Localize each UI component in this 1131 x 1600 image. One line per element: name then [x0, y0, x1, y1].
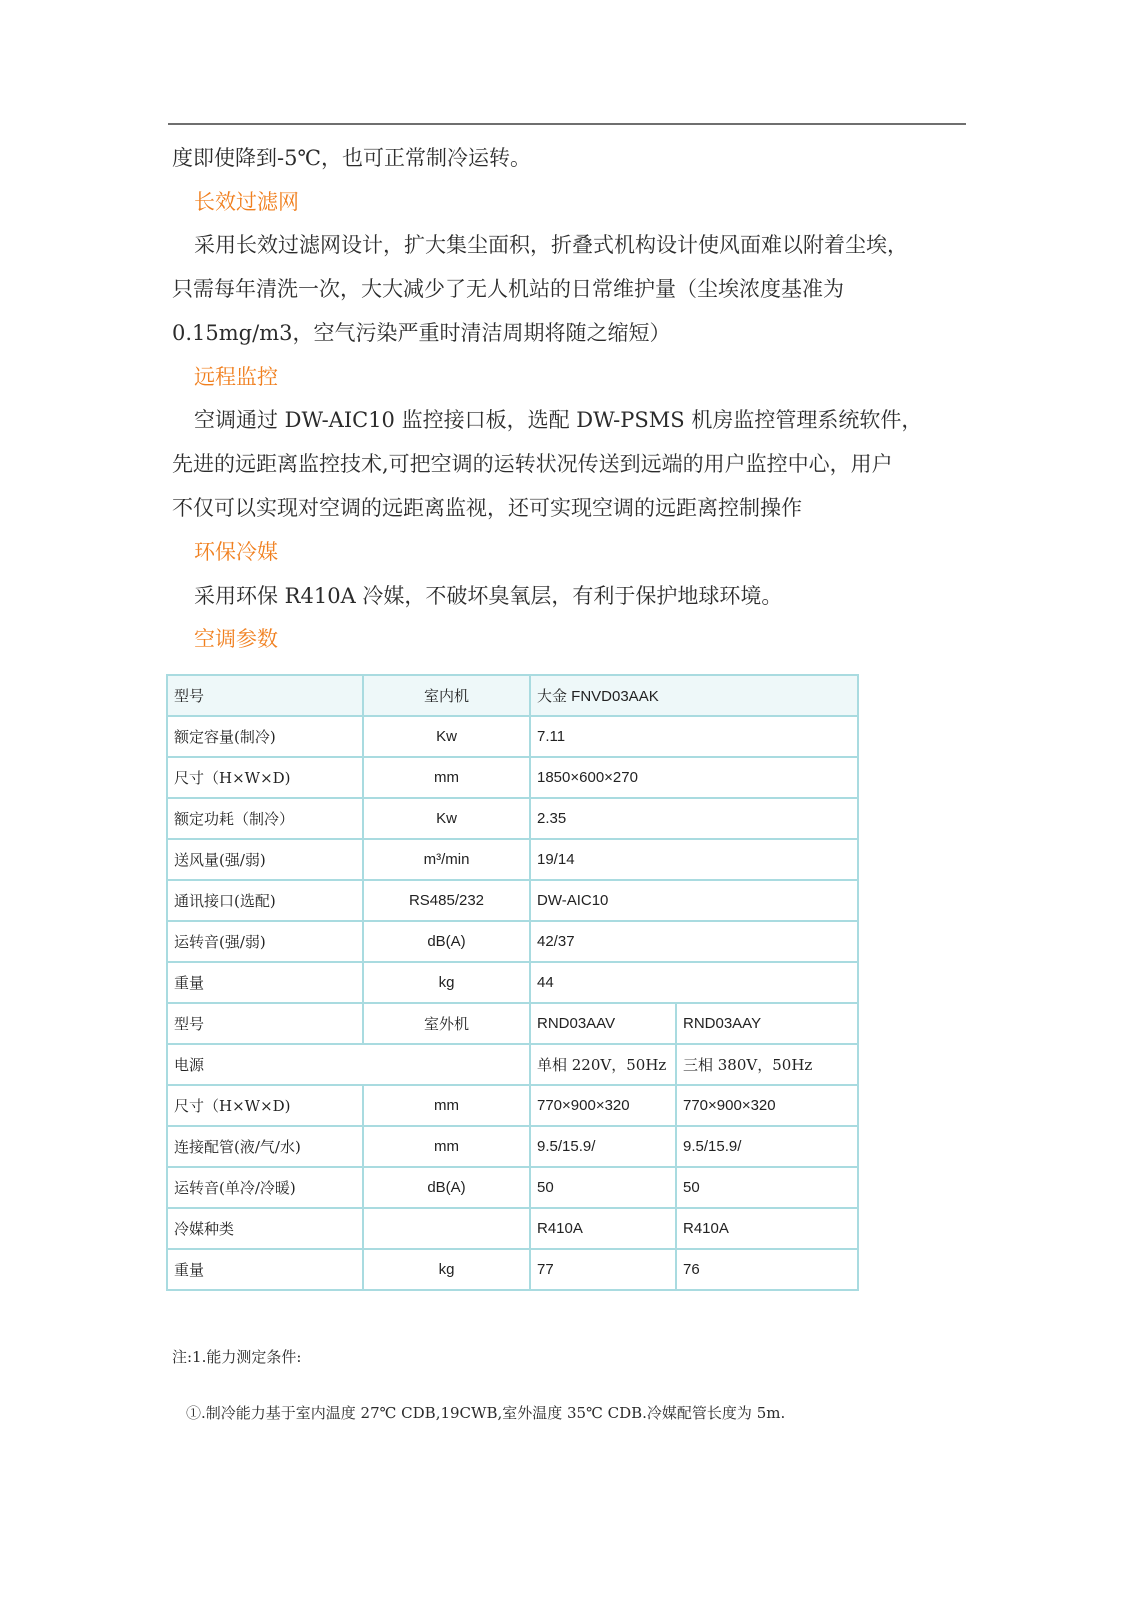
- cell-value: 大金 FNVD03AAK: [530, 675, 858, 716]
- note-text: ①.制冷能力基于室内温度 27℃ CDB,19CWB,室外温度 35℃ CDB.冷媒配管长度为 5m.: [186, 1404, 786, 1422]
- paragraph-line: 度即使降到-5℃，也可正常制冷运转。: [172, 146, 531, 170]
- cell-unit: kg: [363, 962, 530, 1003]
- cell-value: DW-AIC10: [530, 880, 858, 921]
- cell-value: 770×900×320: [530, 1085, 676, 1126]
- table-row: [167, 1085, 858, 1126]
- cell-value: RND03AAV: [530, 1003, 676, 1044]
- paragraph-line: 采用长效过滤网设计，扩大集尘面积，折叠式机构设计使风面难以附着尘埃，: [194, 233, 908, 257]
- table-row: [167, 962, 858, 1003]
- cell-label: 额定功耗（制冷）: [167, 798, 363, 839]
- table-row: [167, 1003, 858, 1044]
- cell-label: 运转音(单冷/冷暖): [167, 1167, 363, 1208]
- cell-label: 型号: [167, 675, 363, 716]
- table-row: [167, 1167, 858, 1208]
- paragraph-line: 空调通过 DW-AIC10 监控接口板，选配 DW-PSMS 机房监控管理系统软件，: [194, 408, 923, 432]
- cell-value: 9.5/15.9/: [530, 1126, 676, 1167]
- section-heading-filter: 长效过滤网: [194, 190, 299, 214]
- section-heading-refrigerant: 环保冷媒: [194, 540, 278, 564]
- cell-label: 送风量(强/弱): [167, 839, 363, 880]
- cell-label: 重量: [167, 962, 363, 1003]
- cell-value: 7.11: [530, 716, 858, 757]
- cell-label: 通讯接口(选配): [167, 880, 363, 921]
- table-row: [167, 757, 858, 798]
- cell-label: 型号: [167, 1003, 363, 1044]
- cell-label: 尺寸（H×W×D): [167, 757, 363, 798]
- cell-unit: [363, 1208, 530, 1249]
- cell-unit: mm: [363, 1126, 530, 1167]
- cell-unit: kg: [363, 1249, 530, 1290]
- cell-unit: 室外机: [363, 1003, 530, 1044]
- cell-unit: dB(A): [363, 1167, 530, 1208]
- cell-value: 77: [530, 1249, 676, 1290]
- table-row: [167, 675, 858, 716]
- paragraph-line: 先进的远距离监控技术,可把空调的运转状况传送到远端的用户监控中心，用户: [172, 452, 893, 476]
- cell-value: 三相 380V，50Hz: [676, 1044, 858, 1085]
- cell-value: 76: [676, 1249, 858, 1290]
- paragraph-line: 不仅可以实现对空调的远距离监视，还可实现空调的远距离控制操作: [172, 496, 802, 520]
- cell-unit: mm: [363, 1085, 530, 1126]
- cell-unit: mm: [363, 757, 530, 798]
- cell-value: 2.35: [530, 798, 858, 839]
- cell-unit: m³/min: [363, 839, 530, 880]
- table-row: [167, 1249, 858, 1290]
- paragraph-line: 0.15mg/m3，空气污染严重时清洁周期将随之缩短）: [172, 321, 671, 345]
- section-heading-parameters: 空调参数: [194, 627, 278, 651]
- cell-value: 1850×600×270: [530, 757, 858, 798]
- table-row: [167, 716, 858, 757]
- cell-label: 尺寸（H×W×D): [167, 1085, 363, 1126]
- cell-unit: dB(A): [363, 921, 530, 962]
- cell-unit: Kw: [363, 716, 530, 757]
- table-row: [167, 921, 858, 962]
- spec-table: [166, 674, 859, 1291]
- table-row: [167, 1208, 858, 1249]
- cell-unit: RS485/232: [363, 880, 530, 921]
- cell-label: 连接配管(液/气/水): [167, 1126, 363, 1167]
- cell-unit: Kw: [363, 798, 530, 839]
- cell-label: 冷媒种类: [167, 1208, 363, 1249]
- cell-label: 重量: [167, 1249, 363, 1290]
- paragraph-line: 采用环保 R410A 冷媒，不破坏臭氧层，有利于保护地球环境。: [194, 584, 783, 608]
- section-heading-monitoring: 远程监控: [194, 365, 278, 389]
- table-row: [167, 839, 858, 880]
- header-rule: [168, 123, 966, 125]
- cell-value: 19/14: [530, 839, 858, 880]
- cell-label: 运转音(强/弱): [167, 921, 363, 962]
- cell-value: 770×900×320: [676, 1085, 858, 1126]
- table-row: [167, 1126, 858, 1167]
- cell-value: 9.5/15.9/: [676, 1126, 858, 1167]
- cell-value: RND03AAY: [676, 1003, 858, 1044]
- cell-value: 50: [676, 1167, 858, 1208]
- cell-value: 42/37: [530, 921, 858, 962]
- note-heading: 注:1.能力测定条件:: [172, 1348, 302, 1366]
- cell-label: 额定容量(制冷): [167, 716, 363, 757]
- cell-value: 50: [530, 1167, 676, 1208]
- table-row: [167, 1044, 858, 1085]
- paragraph-line: 只需每年清洗一次，大大减少了无人机站的日常维护量（尘埃浓度基准为: [172, 277, 844, 301]
- cell-unit: 室内机: [363, 675, 530, 716]
- cell-label: 电源: [167, 1044, 530, 1085]
- cell-value: R410A: [676, 1208, 858, 1249]
- table-row: [167, 880, 858, 921]
- cell-value: 44: [530, 962, 858, 1003]
- cell-value: R410A: [530, 1208, 676, 1249]
- table-row: [167, 798, 858, 839]
- cell-value: 单相 220V，50Hz: [530, 1044, 676, 1085]
